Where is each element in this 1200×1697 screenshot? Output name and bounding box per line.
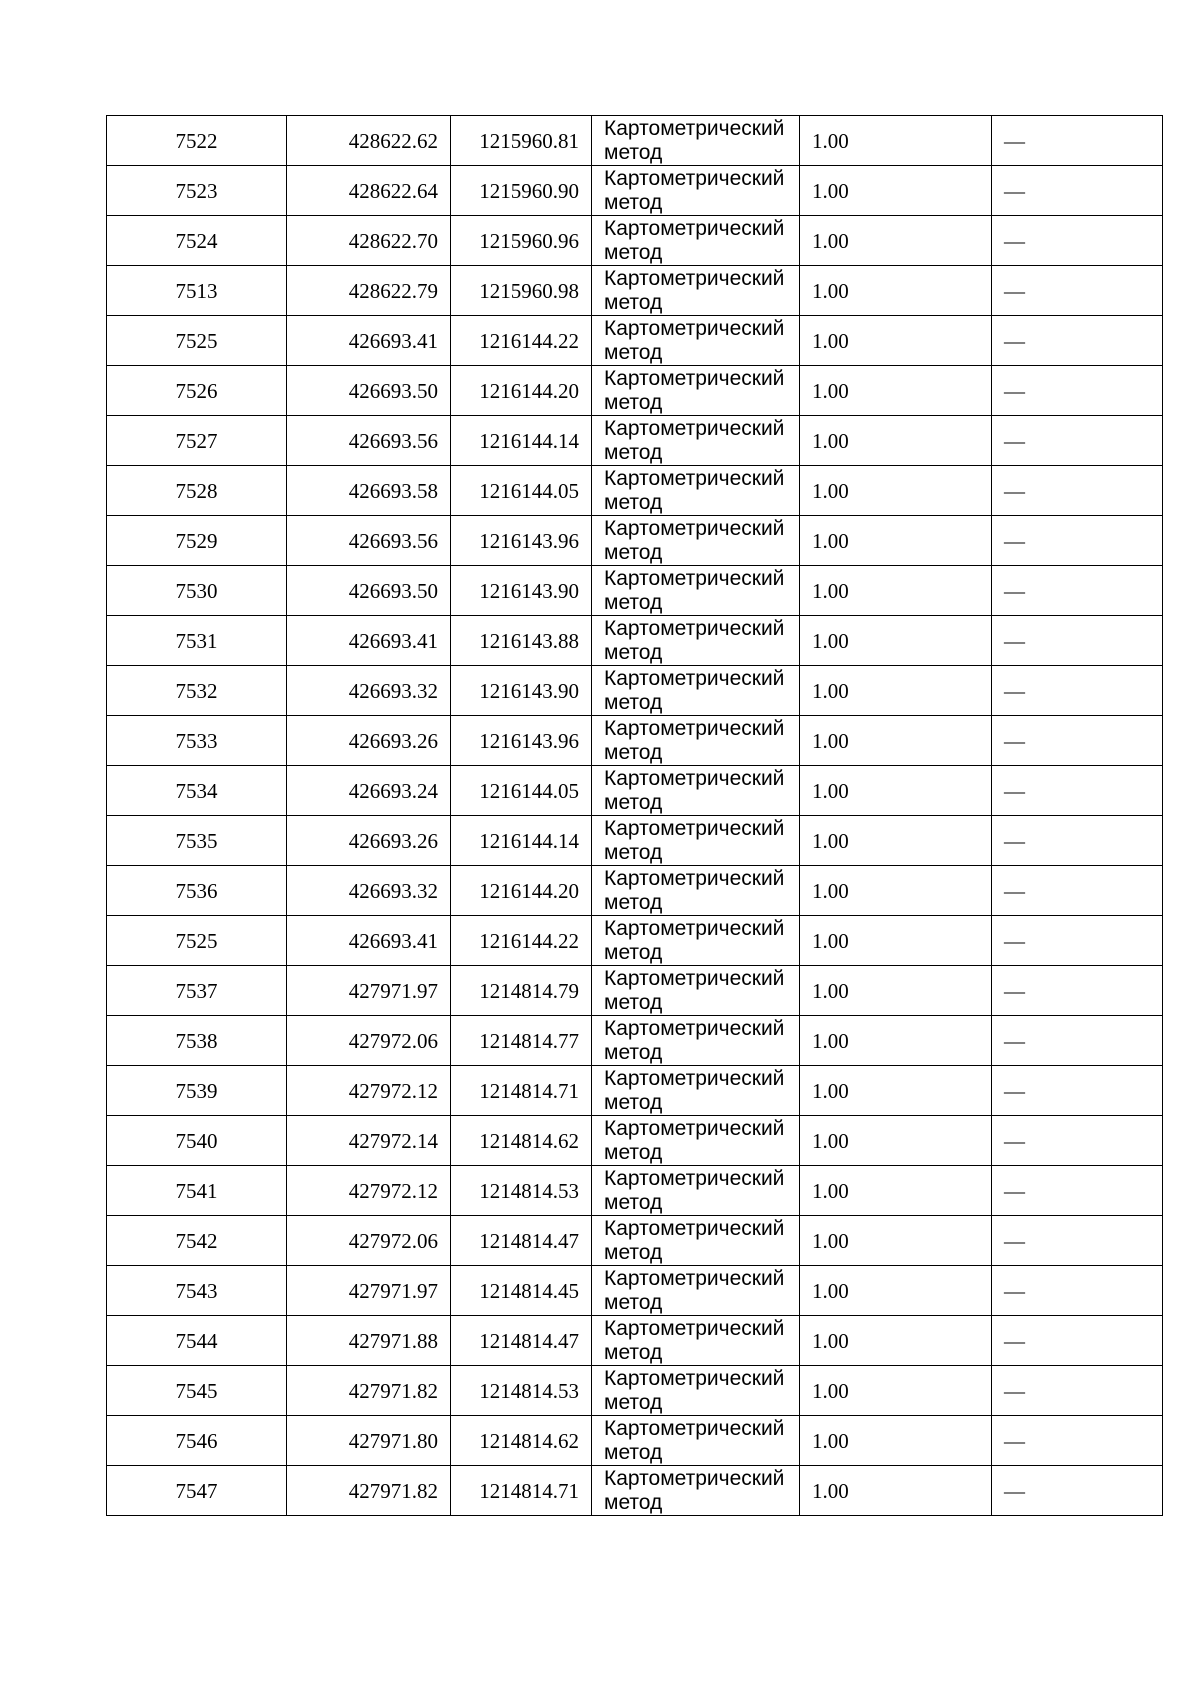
accuracy-cell: 1.00 xyxy=(800,1116,992,1166)
description-cell: — xyxy=(992,1116,1163,1166)
description-cell: — xyxy=(992,866,1163,916)
point-number-cell: 7536 xyxy=(107,866,287,916)
method-line-2: метод xyxy=(604,1091,663,1114)
x-coordinate-cell: 427972.12 xyxy=(287,1166,451,1216)
table-row xyxy=(107,566,1163,616)
method-line-2: метод xyxy=(604,541,663,564)
y-coordinate-cell: 1214814.71 xyxy=(451,1466,592,1516)
point-number-cell: 7525 xyxy=(107,916,287,966)
y-coordinate-cell: 1216144.05 xyxy=(451,766,592,816)
point-number-cell: 7538 xyxy=(107,1016,287,1066)
table-row xyxy=(107,516,1163,566)
accuracy-cell: 1.00 xyxy=(800,816,992,866)
method-cell xyxy=(592,716,800,766)
method-cell xyxy=(592,566,800,616)
table-row xyxy=(107,1316,1163,1366)
method-line-2: метод xyxy=(604,741,663,764)
method-line-2: метод xyxy=(604,1041,663,1064)
method-line-2: метод xyxy=(604,241,663,264)
table-row xyxy=(107,216,1163,266)
method-cell xyxy=(592,116,800,166)
point-number-cell: 7545 xyxy=(107,1366,287,1416)
accuracy-cell: 1.00 xyxy=(800,1066,992,1116)
method-line-1: Картометрический xyxy=(604,167,785,190)
description-cell: — xyxy=(992,1266,1163,1316)
method-line-1: Картометрический xyxy=(604,667,785,690)
x-coordinate-cell: 427971.97 xyxy=(287,966,451,1016)
accuracy-cell: 1.00 xyxy=(800,616,992,666)
y-coordinate-cell: 1216144.22 xyxy=(451,316,592,366)
method-line-2: метод xyxy=(604,191,663,214)
table-row xyxy=(107,416,1163,466)
point-number-cell: 7528 xyxy=(107,466,287,516)
method-cell xyxy=(592,366,800,416)
description-cell: — xyxy=(992,966,1163,1016)
table-row xyxy=(107,1116,1163,1166)
description-cell: — xyxy=(992,766,1163,816)
accuracy-cell: 1.00 xyxy=(800,866,992,916)
point-number-cell: 7524 xyxy=(107,216,287,266)
method-line-2: метод xyxy=(604,391,663,414)
description-cell: — xyxy=(992,516,1163,566)
method-cell xyxy=(592,166,800,216)
description-cell: — xyxy=(992,1016,1163,1066)
table-row xyxy=(107,366,1163,416)
y-coordinate-cell: 1214814.77 xyxy=(451,1016,592,1066)
method-line-1: Картометрический xyxy=(604,267,785,290)
accuracy-cell: 1.00 xyxy=(800,366,992,416)
accuracy-cell: 1.00 xyxy=(800,716,992,766)
point-number-cell: 7534 xyxy=(107,766,287,816)
x-coordinate-cell: 427972.14 xyxy=(287,1116,451,1166)
method-line-2: метод xyxy=(604,791,663,814)
method-line-1: Картометрический xyxy=(604,467,785,490)
description-cell: — xyxy=(992,1366,1163,1416)
method-line-1: Картометрический xyxy=(604,1017,785,1040)
x-coordinate-cell: 427971.97 xyxy=(287,1266,451,1316)
table-row xyxy=(107,916,1163,966)
x-coordinate-cell: 428622.64 xyxy=(287,166,451,216)
y-coordinate-cell: 1214814.47 xyxy=(451,1216,592,1266)
coordinates-table-body xyxy=(107,116,1163,1516)
description-cell: — xyxy=(992,816,1163,866)
table-row xyxy=(107,266,1163,316)
point-number-cell: 7546 xyxy=(107,1416,287,1466)
y-coordinate-cell: 1215960.90 xyxy=(451,166,592,216)
accuracy-cell: 1.00 xyxy=(800,1316,992,1366)
table-row xyxy=(107,1166,1163,1216)
method-line-2: метод xyxy=(604,991,663,1014)
accuracy-cell: 1.00 xyxy=(800,1166,992,1216)
method-cell xyxy=(592,866,800,916)
point-number-cell: 7542 xyxy=(107,1216,287,1266)
method-line-2: метод xyxy=(604,1291,663,1314)
x-coordinate-cell: 426693.56 xyxy=(287,516,451,566)
method-line-1: Картометрический xyxy=(604,917,785,940)
description-cell: — xyxy=(992,666,1163,716)
table-row xyxy=(107,316,1163,366)
x-coordinate-cell: 426693.50 xyxy=(287,566,451,616)
y-coordinate-cell: 1214814.62 xyxy=(451,1116,592,1166)
method-line-2: метод xyxy=(604,141,663,164)
table-row xyxy=(107,966,1163,1016)
x-coordinate-cell: 427971.88 xyxy=(287,1316,451,1366)
accuracy-cell: 1.00 xyxy=(800,766,992,816)
method-cell xyxy=(592,766,800,816)
table-row xyxy=(107,716,1163,766)
method-cell xyxy=(592,916,800,966)
method-line-1: Картометрический xyxy=(604,867,785,890)
method-line-1: Картометрический xyxy=(604,717,785,740)
y-coordinate-cell: 1216144.14 xyxy=(451,816,592,866)
description-cell: — xyxy=(992,716,1163,766)
accuracy-cell: 1.00 xyxy=(800,966,992,1016)
method-line-1: Картометрический xyxy=(604,767,785,790)
point-number-cell: 7531 xyxy=(107,616,287,666)
accuracy-cell: 1.00 xyxy=(800,1016,992,1066)
method-line-1: Картометрический xyxy=(604,617,785,640)
method-cell xyxy=(592,1166,800,1216)
table-row xyxy=(107,1416,1163,1466)
table-row xyxy=(107,1016,1163,1066)
point-number-cell: 7533 xyxy=(107,716,287,766)
method-cell xyxy=(592,1466,800,1516)
method-cell xyxy=(592,516,800,566)
method-line-2: метод xyxy=(604,441,663,464)
table-row xyxy=(107,616,1163,666)
method-line-1: Картометрический xyxy=(604,817,785,840)
description-cell: — xyxy=(992,316,1163,366)
method-line-1: Картометрический xyxy=(604,1467,785,1490)
description-cell: — xyxy=(992,266,1163,316)
method-line-1: Картометрический xyxy=(604,317,785,340)
x-coordinate-cell: 426693.41 xyxy=(287,616,451,666)
accuracy-cell: 1.00 xyxy=(800,466,992,516)
method-line-2: метод xyxy=(604,841,663,864)
method-line-1: Картометрический xyxy=(604,967,785,990)
method-cell xyxy=(592,1416,800,1466)
method-line-1: Картометрический xyxy=(604,367,785,390)
accuracy-cell: 1.00 xyxy=(800,266,992,316)
y-coordinate-cell: 1214814.62 xyxy=(451,1416,592,1466)
table-row xyxy=(107,1366,1163,1416)
method-line-2: метод xyxy=(604,1141,663,1164)
x-coordinate-cell: 426693.56 xyxy=(287,416,451,466)
accuracy-cell: 1.00 xyxy=(800,116,992,166)
table-row xyxy=(107,816,1163,866)
method-cell xyxy=(592,1066,800,1116)
accuracy-cell: 1.00 xyxy=(800,166,992,216)
method-cell xyxy=(592,1266,800,1316)
method-line-2: метод xyxy=(604,691,663,714)
method-cell xyxy=(592,816,800,866)
table-row xyxy=(107,1066,1163,1116)
description-cell: — xyxy=(992,116,1163,166)
y-coordinate-cell: 1216144.22 xyxy=(451,916,592,966)
method-line-2: метод xyxy=(604,1441,663,1464)
description-cell: — xyxy=(992,216,1163,266)
table-row xyxy=(107,1466,1163,1516)
x-coordinate-cell: 427972.06 xyxy=(287,1216,451,1266)
x-coordinate-cell: 426693.24 xyxy=(287,766,451,816)
y-coordinate-cell: 1214814.53 xyxy=(451,1166,592,1216)
point-number-cell: 7544 xyxy=(107,1316,287,1366)
point-number-cell: 7539 xyxy=(107,1066,287,1116)
x-coordinate-cell: 426693.26 xyxy=(287,716,451,766)
x-coordinate-cell: 427971.80 xyxy=(287,1416,451,1466)
point-number-cell: 7523 xyxy=(107,166,287,216)
y-coordinate-cell: 1214814.45 xyxy=(451,1266,592,1316)
table-row xyxy=(107,1266,1163,1316)
y-coordinate-cell: 1216144.20 xyxy=(451,866,592,916)
accuracy-cell: 1.00 xyxy=(800,516,992,566)
x-coordinate-cell: 426693.26 xyxy=(287,816,451,866)
description-cell: — xyxy=(992,1316,1163,1366)
description-cell: — xyxy=(992,1166,1163,1216)
x-coordinate-cell: 428622.79 xyxy=(287,266,451,316)
y-coordinate-cell: 1216143.96 xyxy=(451,716,592,766)
method-cell xyxy=(592,216,800,266)
description-cell: — xyxy=(992,366,1163,416)
coordinates-table xyxy=(106,115,1163,1516)
x-coordinate-cell: 427972.06 xyxy=(287,1016,451,1066)
y-coordinate-cell: 1215960.81 xyxy=(451,116,592,166)
accuracy-cell: 1.00 xyxy=(800,416,992,466)
y-coordinate-cell: 1216143.96 xyxy=(451,516,592,566)
method-line-1: Картометрический xyxy=(604,417,785,440)
y-coordinate-cell: 1216144.20 xyxy=(451,366,592,416)
description-cell: — xyxy=(992,1466,1163,1516)
y-coordinate-cell: 1214814.79 xyxy=(451,966,592,1016)
method-line-2: метод xyxy=(604,291,663,314)
point-number-cell: 7526 xyxy=(107,366,287,416)
method-line-2: метод xyxy=(604,1491,663,1514)
accuracy-cell: 1.00 xyxy=(800,1216,992,1266)
method-line-2: метод xyxy=(604,1241,663,1264)
description-cell: — xyxy=(992,166,1163,216)
x-coordinate-cell: 426693.41 xyxy=(287,916,451,966)
point-number-cell: 7522 xyxy=(107,116,287,166)
y-coordinate-cell: 1214814.71 xyxy=(451,1066,592,1116)
y-coordinate-cell: 1215960.98 xyxy=(451,266,592,316)
y-coordinate-cell: 1216144.05 xyxy=(451,466,592,516)
accuracy-cell: 1.00 xyxy=(800,1416,992,1466)
method-line-1: Картометрический xyxy=(604,1267,785,1290)
description-cell: — xyxy=(992,466,1163,516)
method-line-2: метод xyxy=(604,641,663,664)
method-cell xyxy=(592,316,800,366)
method-line-2: метод xyxy=(604,1341,663,1364)
table-row xyxy=(107,766,1163,816)
description-cell: — xyxy=(992,916,1163,966)
method-line-1: Картометрический xyxy=(604,1117,785,1140)
method-line-2: метод xyxy=(604,341,663,364)
method-line-1: Картометрический xyxy=(604,1317,785,1340)
method-cell xyxy=(592,1016,800,1066)
x-coordinate-cell: 428622.62 xyxy=(287,116,451,166)
method-line-1: Картометрический xyxy=(604,567,785,590)
x-coordinate-cell: 427971.82 xyxy=(287,1466,451,1516)
x-coordinate-cell: 427972.12 xyxy=(287,1066,451,1116)
x-coordinate-cell: 426693.50 xyxy=(287,366,451,416)
y-coordinate-cell: 1214814.47 xyxy=(451,1316,592,1366)
method-line-1: Картометрический xyxy=(604,517,785,540)
description-cell: — xyxy=(992,1416,1163,1466)
method-line-2: метод xyxy=(604,891,663,914)
table-row xyxy=(107,116,1163,166)
description-cell: — xyxy=(992,1216,1163,1266)
point-number-cell: 7543 xyxy=(107,1266,287,1316)
table-row xyxy=(107,1216,1163,1266)
method-line-1: Картометрический xyxy=(604,1067,785,1090)
x-coordinate-cell: 428622.70 xyxy=(287,216,451,266)
method-cell xyxy=(592,266,800,316)
method-cell xyxy=(592,666,800,716)
method-cell xyxy=(592,466,800,516)
table-row xyxy=(107,166,1163,216)
x-coordinate-cell: 426693.32 xyxy=(287,866,451,916)
accuracy-cell: 1.00 xyxy=(800,916,992,966)
point-number-cell: 7525 xyxy=(107,316,287,366)
method-line-1: Картометрический xyxy=(604,217,785,240)
accuracy-cell: 1.00 xyxy=(800,1266,992,1316)
method-cell xyxy=(592,1116,800,1166)
accuracy-cell: 1.00 xyxy=(800,316,992,366)
point-number-cell: 7540 xyxy=(107,1116,287,1166)
point-number-cell: 7535 xyxy=(107,816,287,866)
method-cell xyxy=(592,616,800,666)
description-cell: — xyxy=(992,566,1163,616)
method-cell xyxy=(592,1316,800,1366)
method-cell xyxy=(592,1216,800,1266)
method-cell xyxy=(592,966,800,1016)
method-line-1: Картометрический xyxy=(604,117,785,140)
method-line-1: Картометрический xyxy=(604,1217,785,1240)
method-line-2: метод xyxy=(604,1391,663,1414)
accuracy-cell: 1.00 xyxy=(800,566,992,616)
point-number-cell: 7541 xyxy=(107,1166,287,1216)
method-cell xyxy=(592,1366,800,1416)
point-number-cell: 7513 xyxy=(107,266,287,316)
y-coordinate-cell: 1216144.14 xyxy=(451,416,592,466)
point-number-cell: 7529 xyxy=(107,516,287,566)
x-coordinate-cell: 427971.82 xyxy=(287,1366,451,1416)
accuracy-cell: 1.00 xyxy=(800,666,992,716)
point-number-cell: 7537 xyxy=(107,966,287,1016)
point-number-cell: 7527 xyxy=(107,416,287,466)
point-number-cell: 7532 xyxy=(107,666,287,716)
description-cell: — xyxy=(992,616,1163,666)
method-line-1: Картометрический xyxy=(604,1167,785,1190)
x-coordinate-cell: 426693.58 xyxy=(287,466,451,516)
y-coordinate-cell: 1214814.53 xyxy=(451,1366,592,1416)
point-number-cell: 7547 xyxy=(107,1466,287,1516)
point-number-cell: 7530 xyxy=(107,566,287,616)
method-cell xyxy=(592,416,800,466)
accuracy-cell: 1.00 xyxy=(800,216,992,266)
method-line-2: метод xyxy=(604,941,663,964)
y-coordinate-cell: 1215960.96 xyxy=(451,216,592,266)
accuracy-cell: 1.00 xyxy=(800,1366,992,1416)
table-row xyxy=(107,466,1163,516)
method-line-1: Картометрический xyxy=(604,1367,785,1390)
method-line-2: метод xyxy=(604,491,663,514)
method-line-2: метод xyxy=(604,1191,663,1214)
description-cell: — xyxy=(992,1066,1163,1116)
y-coordinate-cell: 1216143.90 xyxy=(451,566,592,616)
x-coordinate-cell: 426693.41 xyxy=(287,316,451,366)
method-line-1: Картометрический xyxy=(604,1417,785,1440)
table-row xyxy=(107,866,1163,916)
table-row xyxy=(107,666,1163,716)
method-line-2: метод xyxy=(604,591,663,614)
y-coordinate-cell: 1216143.88 xyxy=(451,616,592,666)
x-coordinate-cell: 426693.32 xyxy=(287,666,451,716)
y-coordinate-cell: 1216143.90 xyxy=(451,666,592,716)
accuracy-cell: 1.00 xyxy=(800,1466,992,1516)
description-cell: — xyxy=(992,416,1163,466)
